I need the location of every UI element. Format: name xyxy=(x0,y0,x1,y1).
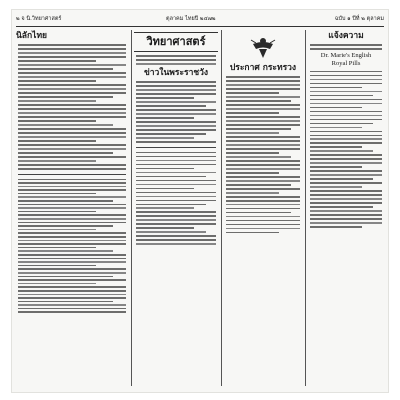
column-4-heading: แจ้งความ xyxy=(328,31,364,41)
english-line-2: Royal Pills xyxy=(331,60,361,68)
column-rule-3 xyxy=(305,30,306,386)
column-4 xyxy=(308,30,384,386)
masthead-title: วิทยาศาสตร์ xyxy=(146,35,206,48)
column-1-list-text xyxy=(16,179,128,314)
column-rule-2 xyxy=(221,30,222,386)
running-head-right: ฉบับ ๑ ปีที่ ๒ ตุลาคม xyxy=(334,16,384,22)
column-4-intro-text xyxy=(308,44,384,50)
column-1 xyxy=(16,30,128,386)
column-2 xyxy=(134,30,218,386)
column-2-body-text xyxy=(134,81,218,142)
column-1-body-text xyxy=(16,44,128,169)
masthead-subtext xyxy=(134,55,218,65)
column-1-divider xyxy=(18,174,126,175)
garuda-emblem-icon xyxy=(250,34,276,60)
column-4-body-text xyxy=(308,71,384,228)
column-1-heading: นิลักไทย xyxy=(16,31,48,41)
header-rule xyxy=(16,26,384,27)
newspaper-page xyxy=(12,10,388,392)
column-rule-1 xyxy=(131,30,132,386)
running-head-left: ๒ จ นิ.วิทยาศาสตร์ xyxy=(16,16,62,22)
running-head-mid: ตุลาคม ไทยปี ๒๔๗๒ xyxy=(166,16,216,22)
column-2-body-text-2 xyxy=(134,152,218,245)
column-2-divider xyxy=(136,147,216,148)
masthead xyxy=(134,32,218,52)
column-2-section-heading: ข่าวในพระราชวัง xyxy=(143,67,209,78)
column-3-heading: ประกาศ กระทรวง xyxy=(229,63,297,73)
column-3 xyxy=(224,30,302,386)
column-3-body-text xyxy=(224,76,302,233)
running-head xyxy=(16,13,384,25)
english-line-1: Dr. Marie's English xyxy=(320,52,372,60)
